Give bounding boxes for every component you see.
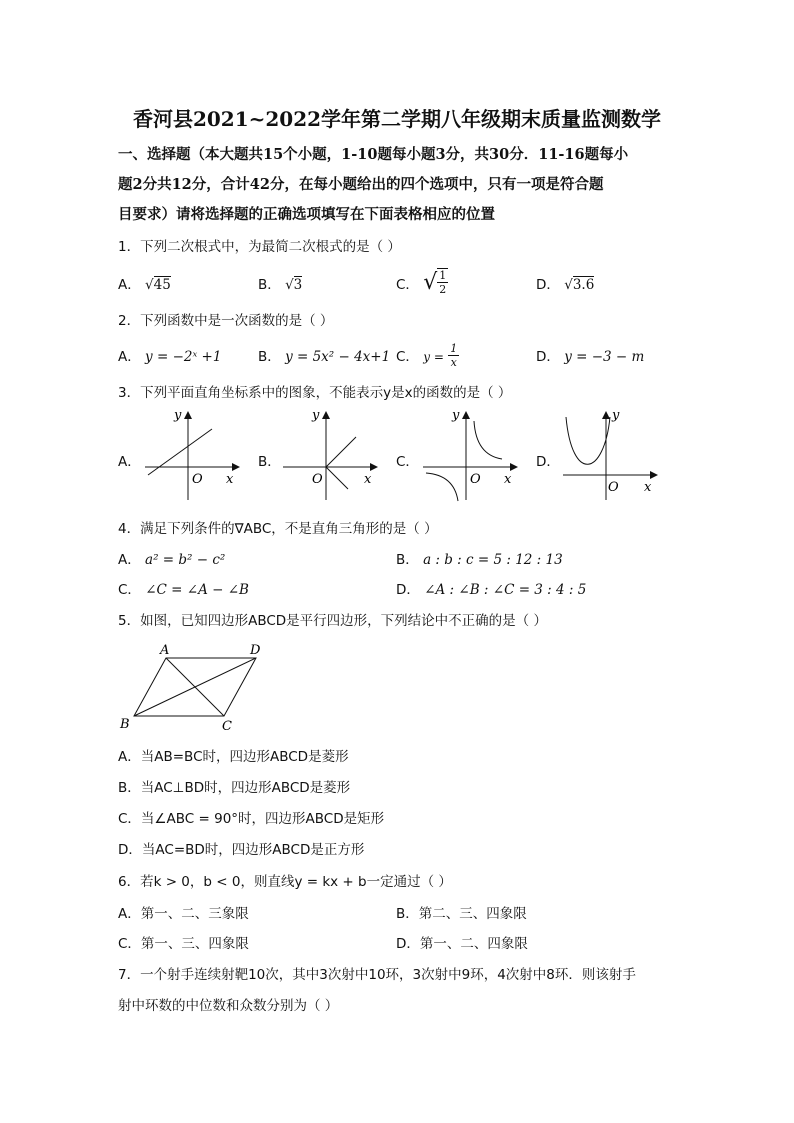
q3-option-c-label: C． bbox=[396, 454, 419, 470]
q3-graph-b bbox=[278, 405, 383, 505]
parallelogram-figure bbox=[118, 642, 278, 737]
origin-label: O bbox=[470, 472, 481, 487]
y-axis-label: y bbox=[174, 408, 182, 423]
x-axis-label: x bbox=[226, 472, 234, 487]
q4-option-c: C． ∠C = ∠A − ∠B bbox=[118, 582, 249, 598]
q1-option-c: C． √ $\frac{1}{2}$ bbox=[396, 269, 447, 296]
q1-option-b: B． √3 bbox=[258, 277, 303, 293]
vertex-a-label: A bbox=[160, 643, 170, 658]
q5-option-d: D．当AC=BD时，四边形ABCD是正方形 bbox=[118, 842, 365, 858]
q5-option-a: A．当AB=BC时，四边形ABCD是菱形 bbox=[118, 749, 349, 765]
vertex-d-label: D bbox=[250, 643, 261, 658]
question-6-stem: 6．若k > 0，b < 0，则直线y = kx + b一定通过（ ） bbox=[118, 874, 452, 890]
q6-option-b: B．第二、三、四象限 bbox=[396, 906, 527, 922]
q6-option-a: A．第一、二、三象限 bbox=[118, 906, 249, 922]
q2-option-c: C． y = $\frac{1}{x}$ bbox=[396, 342, 458, 369]
q4-option-b: B． a : b : c = 5 : 12 : 13 bbox=[396, 552, 563, 568]
x-axis-label: x bbox=[644, 480, 652, 495]
q5-option-c: C．当∠ABC = 90°时，四边形ABCD是矩形 bbox=[118, 811, 385, 827]
q6-option-c: C．第一、三、四象限 bbox=[118, 936, 249, 952]
q1-option-d: D． √3.6 bbox=[536, 277, 595, 293]
origin-label: O bbox=[608, 480, 619, 495]
y-axis-label: y bbox=[452, 408, 460, 423]
question-7-line-2: 射中环数的中位数和众数分别为（ ） bbox=[118, 998, 339, 1014]
q1-option-a: A． √45 bbox=[118, 277, 171, 293]
q3-graph-a bbox=[140, 405, 245, 505]
q3-graph-d bbox=[558, 405, 663, 505]
q2-option-b: B． y = 5x² − 4x+1 bbox=[258, 349, 391, 365]
q3-option-a-label: A． bbox=[118, 454, 141, 470]
q3-graph-c bbox=[418, 405, 523, 505]
y-axis-label: y bbox=[612, 408, 620, 423]
vertex-c-label: C bbox=[222, 719, 232, 734]
question-5-stem: 5．如图，已知四边形ABCD是平行四边形，下列结论中不正确的是（ ） bbox=[118, 613, 547, 629]
vertex-b-label: B bbox=[120, 717, 130, 732]
q2-option-a: A． y = −2ˣ +1 bbox=[118, 349, 222, 365]
q6-option-d: D．第一、二、四象限 bbox=[396, 936, 528, 952]
question-7-line-1: 7．一个射手连续射靶10次，其中3次射中10环，3次射中9环，4次射中8环．则该射手 bbox=[118, 967, 636, 983]
q3-option-d-label: D． bbox=[536, 454, 560, 470]
q2-option-d: D． y = −3 − m bbox=[536, 349, 645, 365]
origin-label: O bbox=[312, 472, 323, 487]
origin-label: O bbox=[192, 472, 203, 487]
question-1-stem: 1．下列二次根式中，为最简二次根式的是（ ） bbox=[118, 239, 401, 255]
y-axis-label: y bbox=[312, 408, 320, 423]
page-title: 香河县2021~2022学年第二学期八年级期末质量监测数学 bbox=[132, 107, 662, 131]
q4-option-d: D． ∠A : ∠B : ∠C = 3 : 4 : 5 bbox=[396, 582, 587, 598]
question-4-stem: 4．满足下列条件的∇ABC，不是直角三角形的是（ ） bbox=[118, 521, 438, 537]
section-heading-line-3: 目要求）请将选择题的正确选项填写在下面表格相应的位置 bbox=[118, 206, 495, 223]
x-axis-label: x bbox=[504, 472, 512, 487]
section-heading-line-1: 一、选择题（本大题共15个小题，1-10题每小题3分，共30分．11-16题每小 bbox=[118, 146, 629, 163]
q4-option-a: A． a² = b² − c² bbox=[118, 552, 226, 568]
q5-option-b: B．当AC⊥BD时，四边形ABCD是菱形 bbox=[118, 780, 351, 796]
question-3-stem: 3．下列平面直角坐标系中的图象，不能表示y是x的函数的是（ ） bbox=[118, 385, 512, 401]
x-axis-label: x bbox=[364, 472, 372, 487]
q3-option-b-label: B． bbox=[258, 454, 281, 470]
section-heading-line-2: 题2分共12分，合计42分，在每小题给出的四个选项中，只有一项是符合题 bbox=[118, 176, 604, 193]
question-2-stem: 2．下列函数中是一次函数的是（ ） bbox=[118, 313, 334, 329]
